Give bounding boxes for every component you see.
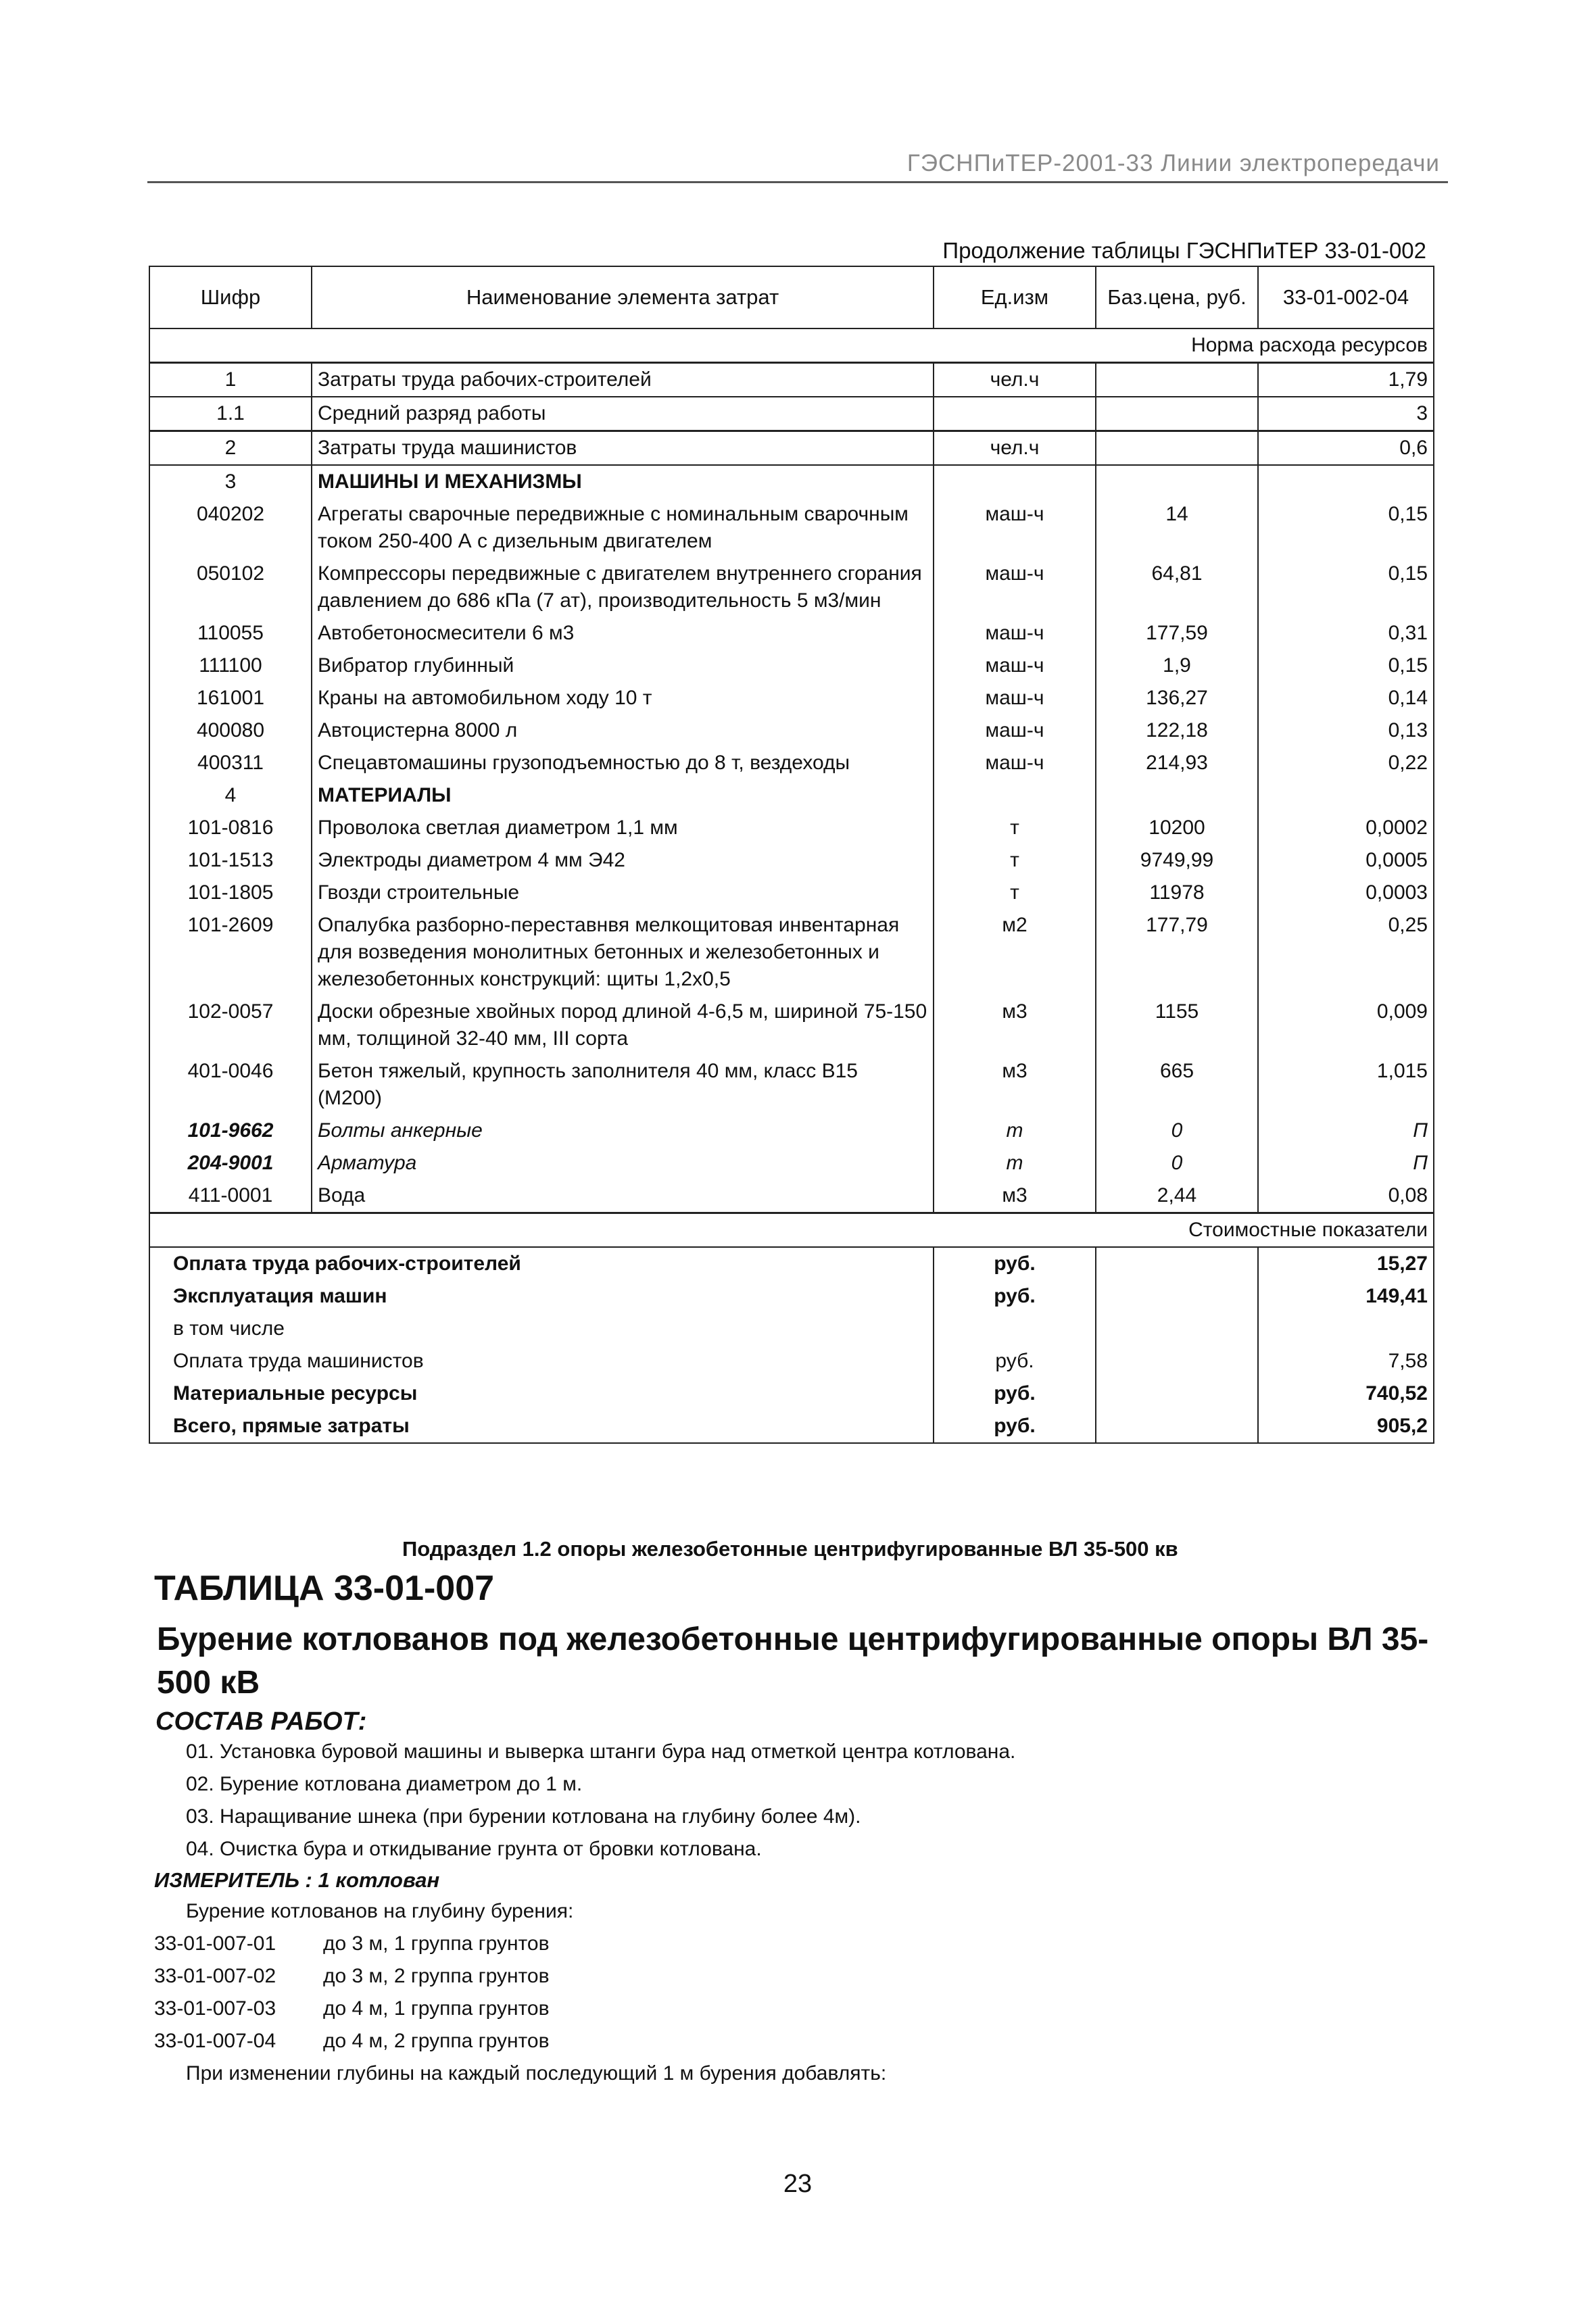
summary-value: 149,41 — [1258, 1280, 1434, 1313]
summary-price — [1096, 1378, 1258, 1410]
summary-price — [1096, 1280, 1258, 1313]
row-code: 101-0816 — [149, 812, 312, 844]
header-unit: Ед.изм — [934, 266, 1096, 328]
row-code: 161001 — [149, 682, 312, 714]
table-row — [149, 844, 1434, 877]
row-value: 0,31 — [1258, 617, 1434, 650]
summary-unit: руб. — [934, 1345, 1096, 1378]
summary-row — [149, 1410, 1434, 1443]
norm-code: 33-01-007-02 — [154, 1965, 276, 1987]
table-row — [149, 909, 1434, 996]
table-row — [149, 714, 1434, 747]
norm-subheader: Норма расхода ресурсов — [149, 328, 1434, 363]
summary-label: Эксплуатация машин — [149, 1280, 934, 1313]
row-unit: маш-ч — [934, 714, 1096, 747]
row-value: 1,015 — [1258, 1055, 1434, 1115]
row-value: 0,0003 — [1258, 877, 1434, 909]
operation-item: 03. Наращивание шнека (при бурении котлована на глубину более 4м). — [186, 1805, 861, 1828]
table-row — [149, 617, 1434, 650]
table-row — [149, 877, 1434, 909]
row-code: 400080 — [149, 714, 312, 747]
table-row — [149, 397, 1434, 431]
list-item — [154, 1960, 550, 1993]
table-header-row — [149, 266, 1434, 328]
summary-unit: руб. — [934, 1410, 1096, 1443]
row-name: Краны на автомобильном ходу 10 т — [312, 682, 934, 714]
running-header: ГЭСНПиТЕР-2001-33 Линии электропередачи — [906, 150, 1440, 176]
row-unit: т — [934, 877, 1096, 909]
row-unit: маш-ч — [934, 650, 1096, 682]
extra-note: При изменении глубины на каждый последующий 1 м бурения добавлять: — [186, 2062, 887, 2085]
row-value: 0,0005 — [1258, 844, 1434, 877]
resource-norm-table — [149, 266, 1434, 1444]
row-unit: т — [934, 844, 1096, 877]
row-price: 2,44 — [1096, 1179, 1258, 1213]
row-name: Болты анкерные — [312, 1115, 934, 1147]
summary-value: 905,2 — [1258, 1410, 1434, 1443]
table-row — [149, 682, 1434, 714]
composition-heading: СОСТАВ РАБОТ: — [155, 1707, 367, 1736]
row-name: Средний разряд работы — [312, 397, 934, 431]
row-price: 64,81 — [1096, 558, 1258, 617]
measurer-intro: Бурение котлованов на глубину бурения: — [186, 1900, 574, 1922]
row-price: 10200 — [1096, 812, 1258, 844]
row-unit: маш-ч — [934, 682, 1096, 714]
table-row — [149, 1179, 1434, 1213]
row-price: 136,27 — [1096, 682, 1258, 714]
summary-label: Материальные ресурсы — [149, 1378, 934, 1410]
row-price: 665 — [1096, 1055, 1258, 1115]
row-unit: чел.ч — [934, 431, 1096, 466]
norm-code: 33-01-007-04 — [154, 2030, 276, 2052]
row-unit — [934, 397, 1096, 431]
row-name: Автобетоносмесители 6 м3 — [312, 617, 934, 650]
norm-code-desc: до 3 м, 1 группа грунтов — [323, 1932, 550, 1955]
row-price: 0 — [1096, 1147, 1258, 1179]
row-code: 411-0001 — [149, 1179, 312, 1213]
row-price: 9749,99 — [1096, 844, 1258, 877]
header-name: Наименование элемента затрат — [312, 266, 934, 328]
table-row — [149, 1147, 1434, 1179]
summary-row — [149, 1280, 1434, 1313]
row-code: 3 — [149, 465, 312, 498]
table-row — [149, 996, 1434, 1055]
row-code: 101-1805 — [149, 877, 312, 909]
summary-label: Оплата труда рабочих-строителей — [149, 1247, 934, 1280]
row-value: 0,0002 — [1258, 812, 1434, 844]
row-code: 111100 — [149, 650, 312, 682]
row-code: 050102 — [149, 558, 312, 617]
row-code: 400311 — [149, 747, 312, 779]
list-item — [154, 1928, 550, 1960]
row-price: 14 — [1096, 498, 1258, 558]
row-value: 0,13 — [1258, 714, 1434, 747]
row-price: 177,59 — [1096, 617, 1258, 650]
measurer-heading: ИЗМЕРИТЕЛЬ : 1 котлован — [154, 1868, 440, 1892]
summary-label: в том числе — [149, 1313, 934, 1345]
row-value: 0,15 — [1258, 650, 1434, 682]
row-value: П — [1258, 1115, 1434, 1147]
header-price: Баз.цена, руб. — [1096, 266, 1258, 328]
cost-subheader-row — [149, 1213, 1434, 1248]
work-title: Бурение котлованов под железобетонные центрифугированные опоры ВЛ 35-500 кВ — [157, 1622, 1429, 1701]
summary-unit — [934, 1313, 1096, 1345]
summary-price — [1096, 1313, 1258, 1345]
row-unit: маш-ч — [934, 617, 1096, 650]
row-price — [1096, 431, 1258, 466]
summary-price — [1096, 1345, 1258, 1378]
norm-code: 33-01-007-01 — [154, 1932, 276, 1955]
row-value: 1,79 — [1258, 363, 1434, 397]
row-price: 11978 — [1096, 877, 1258, 909]
row-name: Бетон тяжелый, крупность заполнителя 40 мм, класс В15 (М200) — [312, 1055, 934, 1115]
row-price: 214,93 — [1096, 747, 1258, 779]
summary-value: 7,58 — [1258, 1345, 1434, 1378]
row-unit — [934, 779, 1096, 812]
header-norm: 33-01-002-04 — [1258, 266, 1434, 328]
row-value — [1258, 465, 1434, 498]
operation-item: 02. Бурение котлована диаметром до 1 м. — [186, 1773, 583, 1795]
row-name: Гвозди строительные — [312, 877, 934, 909]
row-unit: маш-ч — [934, 498, 1096, 558]
subsection-heading: Подраздел 1.2 опоры железобетонные центрифугированные ВЛ 35-500 кв — [402, 1537, 1178, 1561]
row-value: 0,08 — [1258, 1179, 1434, 1213]
summary-unit: руб. — [934, 1378, 1096, 1410]
row-value: 3 — [1258, 397, 1434, 431]
row-price: 1,9 — [1096, 650, 1258, 682]
row-price: 177,79 — [1096, 909, 1258, 996]
row-code: 040202 — [149, 498, 312, 558]
row-name: Затраты труда машинистов — [312, 431, 934, 466]
norm-subheader-row — [149, 328, 1434, 363]
summary-row — [149, 1378, 1434, 1410]
operation-item: 04. Очистка бура и откидывание грунта от бровки котлована. — [186, 1838, 762, 1860]
table-row — [149, 431, 1434, 466]
row-value: 0,15 — [1258, 558, 1434, 617]
row-code: 2 — [149, 431, 312, 466]
norm-code-desc: до 3 м, 2 группа грунтов — [323, 1965, 550, 1987]
row-name: Проволока светлая диаметром 1,1 мм — [312, 812, 934, 844]
row-value — [1258, 779, 1434, 812]
table-row — [149, 363, 1434, 397]
summary-unit: руб. — [934, 1247, 1096, 1280]
table-caption: Продолжение таблицы ГЭСНПиТЕР 33-01-002 — [942, 238, 1426, 263]
summary-value: 15,27 — [1258, 1247, 1434, 1280]
row-code: 4 — [149, 779, 312, 812]
section-row-materials — [149, 779, 1434, 812]
row-code: 401-0046 — [149, 1055, 312, 1115]
row-name: Затраты труда рабочих-строителей — [312, 363, 934, 397]
row-value: П — [1258, 1147, 1434, 1179]
row-name: Агрегаты сварочные передвижные с номинальным сварочным током 250-400 А с дизельным двигателем — [312, 498, 934, 558]
row-value: 0,22 — [1258, 747, 1434, 779]
row-value: 0,25 — [1258, 909, 1434, 996]
summary-unit: руб. — [934, 1280, 1096, 1313]
row-name: Доски обрезные хвойных пород длиной 4-6,5 м, шириной 75-150 мм, толщиной 32-40 мм, III сорта — [312, 996, 934, 1055]
row-name: МАТЕРИАЛЫ — [312, 779, 934, 812]
summary-row — [149, 1247, 1434, 1280]
row-name: Компрессоры передвижные с двигателем внутреннего сгорания давлением до 686 кПа (7 ат), производительность 5 м3/мин — [312, 558, 934, 617]
row-unit: м2 — [934, 909, 1096, 996]
table-row — [149, 650, 1434, 682]
header-code: Шифр — [149, 266, 312, 328]
row-price: 0 — [1096, 1115, 1258, 1147]
row-unit — [934, 465, 1096, 498]
row-unit: т — [934, 812, 1096, 844]
table-row — [149, 747, 1434, 779]
operation-item: 01. Установка буровой машины и выверка штанги бура над отметкой центра котлована. — [186, 1740, 1016, 1763]
summary-price — [1096, 1247, 1258, 1280]
row-unit: чел.ч — [934, 363, 1096, 397]
section-row-machines — [149, 465, 1434, 498]
norm-code: 33-01-007-03 — [154, 1997, 276, 2020]
row-value: 0,009 — [1258, 996, 1434, 1055]
row-code: 1 — [149, 363, 312, 397]
row-code: 102-0057 — [149, 996, 312, 1055]
summary-row — [149, 1313, 1434, 1345]
summary-price — [1096, 1410, 1258, 1443]
page-number: 23 — [783, 2170, 813, 2198]
row-name: Автоцистерна 8000 л — [312, 714, 934, 747]
summary-value: 740,52 — [1258, 1378, 1434, 1410]
row-price: 1155 — [1096, 996, 1258, 1055]
table-row — [149, 1115, 1434, 1147]
list-item — [154, 2025, 550, 2057]
row-name: Вибратор глубинный — [312, 650, 934, 682]
header-rule — [147, 181, 1448, 183]
row-value: 0,14 — [1258, 682, 1434, 714]
table-row — [149, 1055, 1434, 1115]
row-unit: т — [934, 1115, 1096, 1147]
row-name: Арматура — [312, 1147, 934, 1179]
row-unit: маш-ч — [934, 747, 1096, 779]
row-price — [1096, 779, 1258, 812]
cost-subheader: Стоимостные показатели — [149, 1213, 1434, 1248]
table-title: ТАБЛИЦА 33-01-007 — [154, 1569, 495, 1608]
summary-row — [149, 1345, 1434, 1378]
norm-codes-list — [154, 1928, 550, 2057]
row-code: 204-9001 — [149, 1147, 312, 1179]
norm-code-desc: до 4 м, 2 группа грунтов — [323, 2030, 550, 2052]
row-unit: м3 — [934, 1179, 1096, 1213]
row-name: Вода — [312, 1179, 934, 1213]
row-name: МАШИНЫ И МЕХАНИЗМЫ — [312, 465, 934, 498]
row-name: Опалубка разборно-переставнвя мелкощитовая инвентарная для возведения монолитных бетонных и железобетонных и железобетонных конструкций: щиты 1,2х0,5 — [312, 909, 934, 996]
row-code: 1.1 — [149, 397, 312, 431]
row-unit: т — [934, 1147, 1096, 1179]
summary-label: Оплата труда машинистов — [149, 1345, 934, 1378]
summary-value — [1258, 1313, 1434, 1345]
row-name: Электроды диаметром 4 мм Э42 — [312, 844, 934, 877]
row-unit: маш-ч — [934, 558, 1096, 617]
row-price — [1096, 397, 1258, 431]
row-unit: м3 — [934, 996, 1096, 1055]
row-price: 122,18 — [1096, 714, 1258, 747]
row-value: 0,6 — [1258, 431, 1434, 466]
row-code: 110055 — [149, 617, 312, 650]
row-code: 101-9662 — [149, 1115, 312, 1147]
row-value: 0,15 — [1258, 498, 1434, 558]
table-row — [149, 812, 1434, 844]
row-code: 101-2609 — [149, 909, 312, 996]
row-code: 101-1513 — [149, 844, 312, 877]
summary-label: Всего, прямые затраты — [149, 1410, 934, 1443]
norm-code-desc: до 4 м, 1 группа грунтов — [323, 1997, 550, 2020]
row-price — [1096, 465, 1258, 498]
table-row — [149, 498, 1434, 558]
table-row — [149, 558, 1434, 617]
operations-list — [186, 1736, 1015, 1866]
row-name: Спецавтомашины грузоподъемностью до 8 т, вездеходы — [312, 747, 934, 779]
row-price — [1096, 363, 1258, 397]
list-item — [154, 1993, 550, 2025]
row-unit: м3 — [934, 1055, 1096, 1115]
